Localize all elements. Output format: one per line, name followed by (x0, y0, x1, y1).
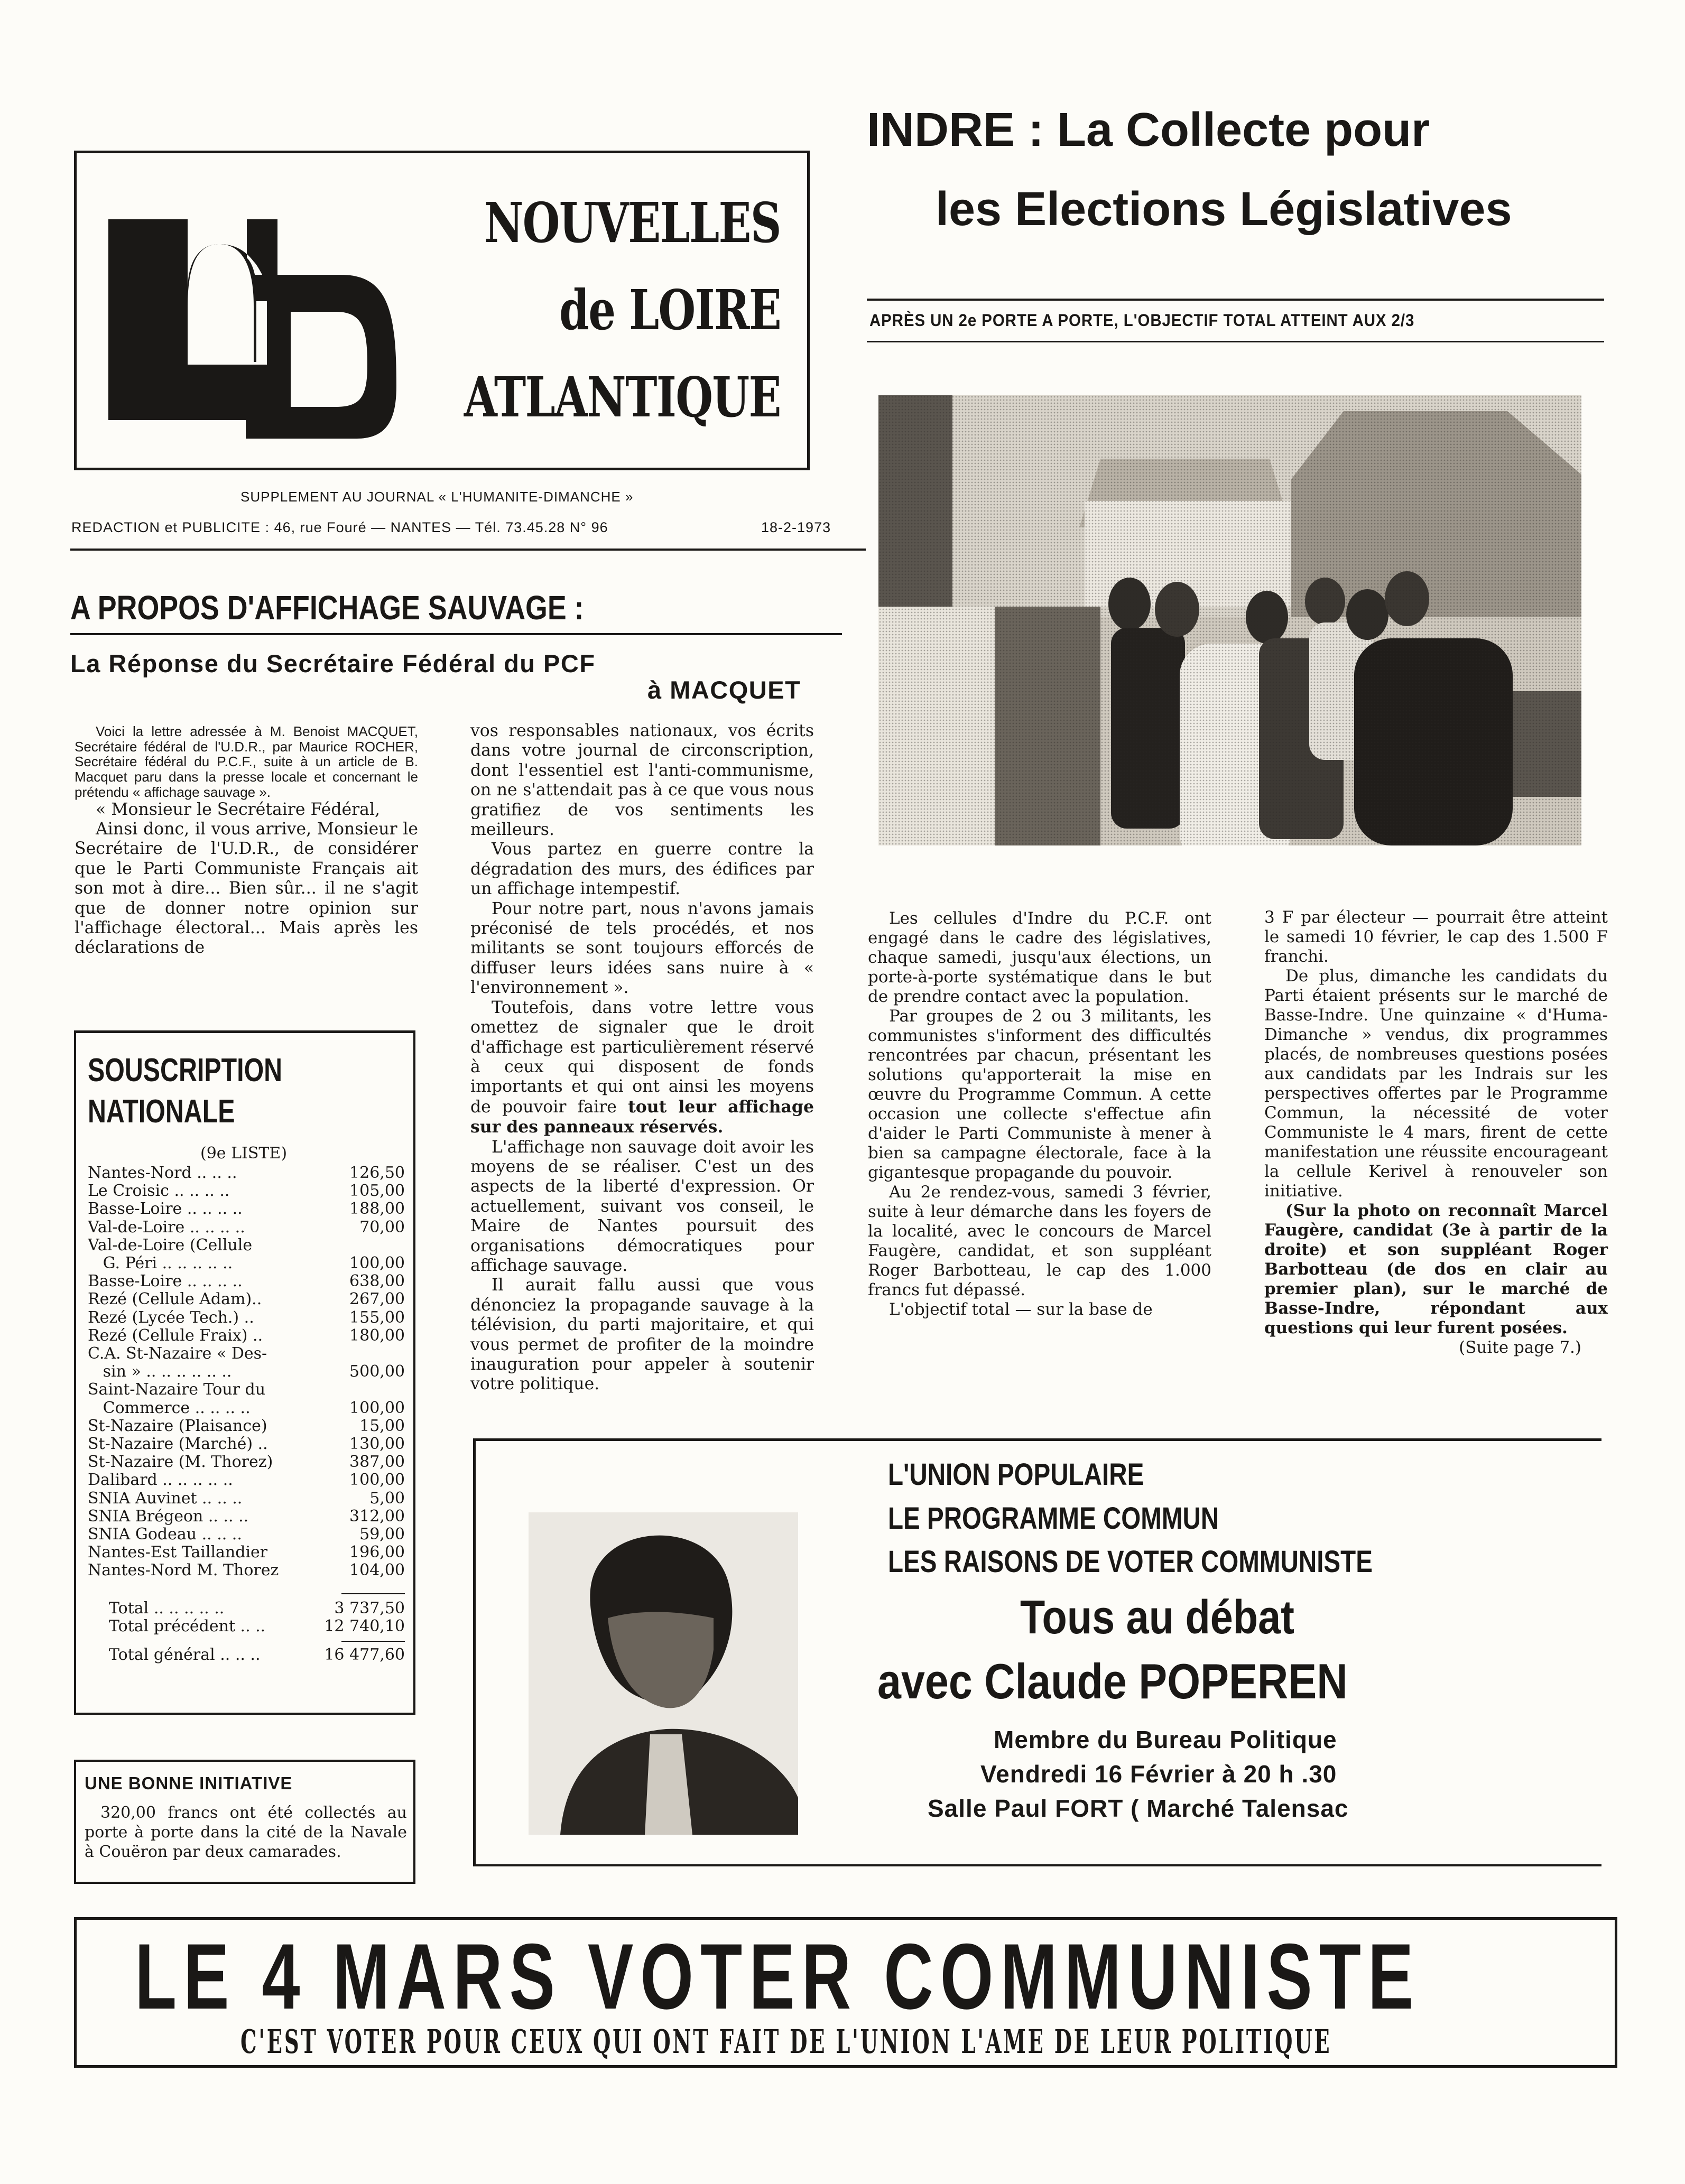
affichage-column-2 (470, 721, 814, 1395)
souscription-title-line1: SOUSCRIPTION (88, 1052, 283, 1089)
souscription-row (88, 1417, 405, 1435)
souscription-row-value: 100,00 (349, 1254, 405, 1273)
souscription-row (88, 1327, 405, 1345)
paragraph: Ainsi donc, il vous arrive, Monsieur le Secrétaire de l'U.D.R., de considérer que le Parti Communiste Français ait son mot à dire... Bien sûr... il ne s'agit que de donner notre opinion sur l'affichage électoral... Mais après les déclarations de (75, 819, 418, 958)
ad-line-debat: Tous au débat (1020, 1591, 1294, 1644)
souscription-row-label: SNIA Brégeon .. .. .. (88, 1507, 249, 1526)
souscription-row-label: Nantes-Est Taillandier (88, 1544, 268, 1562)
souscription-row-value: 126,50 (349, 1164, 405, 1182)
souscription-row-label: Dalibard .. .. .. .. .. (88, 1471, 233, 1490)
affichage-kicker: A PROPOS D'AFFICHAGE SAUVAGE : (70, 589, 584, 627)
souscription-row-value: 312,00 (349, 1507, 405, 1526)
ad-line-raisons: LES RAISONS DE VOTER COMMUNISTE (888, 1545, 1373, 1579)
paragraph: Par groupes de 2 ou 3 militants, les communistes s'informent des difficultés rencontrées par chacun, présentant les solutions qu'apporterait la mise en œuvre du Programme Commun. A cette occasion une collecte s'effectue afin d'aider le Parti Communiste à mener à bien sa campagne électorale, face à la gigantesque propagande du pouvoir. (868, 1007, 1211, 1182)
paragraph: Les cellules d'Indre du P.C.F. ont engagé dans le cadre des législatives, chaque samedi, jusqu'aux élections, un porte-à-porte systématique dans le but de prendre contact avec la population. (868, 909, 1211, 1006)
divider (341, 1641, 405, 1642)
ad-line-programme: LE PROGRAMME COMMUN (888, 1501, 1219, 1536)
souscription-row-value: 100,00 (349, 1471, 405, 1490)
affichage-headline-line2: à MACQUET (647, 676, 801, 704)
souscription-row (88, 1237, 405, 1254)
souscription-row-label: SNIA Godeau .. .. .. (88, 1526, 242, 1544)
bold-phrase: tout leur affichage sur des panneaux réservés. (470, 1096, 814, 1137)
souscription-row-value: 5,00 (369, 1489, 405, 1508)
souscription-row-label: Nantes-Nord .. .. .. (88, 1164, 237, 1182)
paragraph: Il aurait fallu aussi que vous dénonciez la propagande sauvage à la télévision, du parti majoritaire, et qui vous permet de profiter de la moindre inauguration pour appeler à soutenir votre politique. (470, 1276, 814, 1394)
souscription-row-value: 105,00 (349, 1182, 405, 1201)
souscription-row-label: G. Péri .. .. .. .. .. (88, 1254, 233, 1273)
affichage-column-1 (75, 724, 418, 958)
bonne-initiative-title: UNE BONNE INITIATIVE (85, 1773, 293, 1793)
grand-total-row (88, 1646, 405, 1664)
souscription-row-value: 188,00 (349, 1200, 405, 1219)
souscription-row (88, 1453, 405, 1471)
souscription-row (88, 1290, 405, 1308)
souscription-row (88, 1272, 405, 1290)
previous-total-label: Total précédent .. .. (109, 1618, 266, 1636)
hd-logo-icon (108, 211, 478, 444)
crowd-photo-icon (878, 395, 1581, 845)
souscription-row-label: Le Croisic .. .. .. .. (88, 1182, 230, 1201)
ad-line-membre: Membre du Bureau Politique (994, 1726, 1337, 1753)
souscription-row (88, 1490, 405, 1508)
grand-total-label: Total général .. .. .. (109, 1646, 261, 1665)
divider (867, 341, 1604, 342)
bonne-initiative-box (74, 1760, 415, 1884)
souscription-row-value: 387,00 (349, 1453, 405, 1472)
banner-subline: C'EST VOTER POUR CEUX QUI ONT FAIT DE L'UNION L'AME DE LEUR POLITIQUE (240, 2022, 1332, 2061)
souscription-row (88, 1164, 405, 1182)
paragraph: « Monsieur le Secrétaire Fédéral, (96, 800, 381, 819)
souscription-row-label: Saint-Nazaire Tour du (88, 1381, 266, 1399)
souscription-row (88, 1435, 405, 1453)
souscription-table (88, 1164, 405, 1580)
portrait-photo-icon (529, 1512, 798, 1835)
souscription-row (88, 1381, 405, 1399)
souscription-row-label: St-Nazaire (Marché) .. (88, 1435, 268, 1454)
souscription-row-value: 59,00 (359, 1525, 405, 1544)
paragraph: De plus, dimanche les candidats du Parti étaient présents sur le marché de Basse-Indre. Une quinzaine « d'Huma-Dimanche » vendus, dix programmes placés, de nombreuses questions posées aux candidats par les Indrais sur les perspectives offertes par le Programme Commun, la nécessité de voter Communiste le 4 mars, firent de cette manifestation une réussite encourageant la cellule Kerivel à renouveler son initiative. (1264, 966, 1608, 1201)
divider (867, 299, 1604, 301)
souscription-row-value: 70,00 (359, 1218, 405, 1237)
continued-link[interactable]: (Suite page 7.) (1459, 1338, 1581, 1357)
souscription-row-label: St-Nazaire (M. Thorez) (88, 1453, 273, 1472)
ad-line-poperen (877, 1653, 1348, 1710)
total-label: Total .. .. .. .. .. (109, 1600, 225, 1618)
affichage-headline-line1: La Réponse du Secrétaire Fédéral du PCF (70, 649, 596, 677)
ad-line-union: L'UNION POPULAIRE (888, 1457, 1144, 1492)
souscription-row (88, 1200, 405, 1218)
indre-column-1 (868, 909, 1211, 1319)
souscription-list-label: (9e LISTE) (200, 1144, 288, 1163)
paragraph: Vous partez en guerre contre la dégradation des murs, des édifices par un affichage intempestif. (470, 840, 814, 899)
bottom-banner (74, 1917, 1617, 2068)
souscription-row (88, 1345, 405, 1363)
souscription-row-label: Val-de-Loire (Cellule (88, 1236, 253, 1254)
souscription-row-label: SNIA Auvinet .. .. .. (88, 1489, 243, 1508)
ad-line-prefix: avec Claude (877, 1653, 1127, 1709)
souscription-row (88, 1508, 405, 1526)
divider (70, 633, 842, 635)
paragraph-text: Toutefois, dans votre lettre vous omettez de signaler que le droit d'affichage est particulièrement réservé à ceux qui disposent de fonds importants et qui ont ainsi les moyens de pouvoir faire (470, 998, 814, 1117)
souscription-totals (88, 1593, 405, 1665)
souscription-title-line2: NATIONALE (88, 1093, 235, 1130)
souscription-row-value: 15,00 (359, 1416, 405, 1435)
redaction-line: REDACTION et PUBLICITE : 46, rue Fouré — NANTES — Tél. 73.45.28 N° 96 (71, 519, 608, 535)
souscription-row (88, 1562, 405, 1579)
souscription-row (88, 1544, 405, 1562)
souscription-row-value: 130,00 (349, 1435, 405, 1454)
speaker-name: POPEREN (1138, 1653, 1348, 1709)
souscription-row-label: Commerce .. .. .. .. (88, 1399, 251, 1417)
paragraph (470, 998, 814, 1138)
souscription-row (88, 1399, 405, 1417)
souscription-row-value: 267,00 (349, 1290, 405, 1309)
grand-total-value: 16 477,60 (324, 1646, 405, 1665)
photo-caption: (Sur la photo on reconnaît Marcel Faugère, candidat (3e à partir de la droite) et son suppléant Roger Barbotteau (de dos en clair au premier plan), sur le marché de Basse-Indre, répondant aux questions qui leur furent posées. (1264, 1201, 1608, 1337)
ad-line-date: Vendredi 16 Février à 20 h .30 (980, 1760, 1337, 1788)
souscription-row-label: C.A. St-Nazaire « Des- (88, 1345, 267, 1363)
souscription-row-value: 155,00 (349, 1308, 405, 1327)
previous-total-value: 12 740,10 (324, 1617, 405, 1636)
affichage-intro: Voici la lettre adressée à M. Benoist MACQUET, Secrétaire fédéral de l'U.D.R., par Maurice ROCHER, Secrétaire fédéral du P.C.F., suite à un article de B. Macquet paru dans la presse locale et concernant le prétendu « affichage sauvage ». (75, 723, 418, 800)
paragraph: Pour notre part, nous n'avons jamais préconisé de tels procédés, et nos militants se sont toujours efforcés de diffuser leurs idées sans nuire à « l'environnement ». (470, 899, 814, 998)
souscription-row-value (336, 1345, 405, 1363)
indre-column-2 (1264, 908, 1608, 1358)
masthead-title-line2: de LOIRE (559, 277, 781, 342)
masthead-title-line1: NOUVELLES (484, 190, 781, 255)
souscription-box (74, 1030, 415, 1715)
paragraph: L'affichage non sauvage doit avoir les moyens de se réaliser. C'est un des aspects de la liberté d'expression. Or actuellement, suivant vos conseil, le Maire de Nantes poursuit des organisations démocratiques pour affichage sauvage. (470, 1137, 814, 1275)
paragraph: vos responsables nationaux, vos écrits dans votre journal de circonscription, dont l'essentiel est l'anti-communisme, on ne s'attendait pas à ce que vous nous gratifiez de vos sentiments les meilleurs. (470, 721, 814, 840)
souscription-row-label: Basse-Loire .. .. .. .. (88, 1200, 243, 1219)
previous-total-row (88, 1618, 405, 1635)
bonne-initiative-text: 320,00 francs ont été collectés au porte à porte dans la cité de la Navale à Couëron par deux camarades. (85, 1804, 407, 1861)
souscription-row-value: 500,00 (349, 1362, 405, 1381)
divider (70, 549, 866, 551)
souscription-row-value: 196,00 (349, 1543, 405, 1562)
souscription-row-label: sin » .. .. .. .. .. .. (88, 1363, 232, 1381)
souscription-row (88, 1363, 405, 1381)
souscription-row-label: Val-de-Loire .. .. .. .. (88, 1218, 245, 1237)
issue-date: 18-2-1973 (761, 519, 831, 535)
indre-headline-line2: les Elections Législatives (936, 183, 1512, 236)
souscription-row (88, 1182, 405, 1200)
ad-line-venue: Salle Paul FORT ( Marché Talensac (928, 1795, 1349, 1822)
souscription-row-label: Nantes-Nord M. Thorez (88, 1562, 279, 1580)
souscription-row-value: 104,00 (349, 1561, 405, 1580)
indre-headline-line1: INDRE : La Collecte pour (867, 104, 1430, 156)
souscription-row-value (336, 1237, 405, 1254)
masthead (74, 151, 810, 470)
souscription-row (88, 1526, 405, 1544)
souscription-row (88, 1471, 405, 1489)
souscription-row (88, 1219, 405, 1237)
campaign-photo (878, 395, 1581, 845)
souscription-row-label: Rezé (Cellule Fraix) .. (88, 1326, 263, 1345)
souscription-row-label: Basse-Loire .. .. .. .. (88, 1272, 243, 1291)
poperen-portrait (529, 1512, 798, 1835)
supplement-line: SUPPLEMENT AU JOURNAL « L'HUMANITE-DIMANCHE » (240, 489, 634, 505)
souscription-row-value (336, 1381, 405, 1399)
souscription-row (88, 1309, 405, 1327)
paragraph: 3 F par électeur — pourrait être atteint le samedi 10 février, le cap des 1.500 F franchi. (1264, 908, 1608, 966)
divider (341, 1593, 405, 1594)
souscription-row-label: Rezé (Lycée Tech.) .. (88, 1308, 254, 1327)
indre-subhead: APRÈS UN 2e PORTE A PORTE, L'OBJECTIF TOTAL ATTEINT AUX 2/3 (869, 311, 1415, 330)
masthead-title-line3: ATLANTIQUE (464, 365, 781, 430)
total-value: 3 737,50 (334, 1599, 405, 1618)
souscription-row-value: 100,00 (349, 1398, 405, 1417)
paragraph: Au 2e rendez-vous, samedi 3 février, suite à leur démarche dans les foyers de la localité, avec le concours de Marcel Faugère, candidat, et son suppléant Roger Barbotteau, le cap des 1.000 francs fut dépassé. (868, 1183, 1211, 1299)
total-row (88, 1600, 405, 1618)
banner-headline: LE 4 MARS VOTER COMMUNISTE (135, 1925, 1421, 2029)
paragraph: L'objectif total — sur la base de (889, 1300, 1153, 1319)
souscription-row-value: 180,00 (349, 1326, 405, 1345)
souscription-row-value: 638,00 (349, 1272, 405, 1291)
souscription-row-label: Rezé (Cellule Adam).. (88, 1290, 262, 1309)
souscription-row (88, 1254, 405, 1272)
souscription-row-label: St-Nazaire (Plaisance) (88, 1417, 267, 1435)
